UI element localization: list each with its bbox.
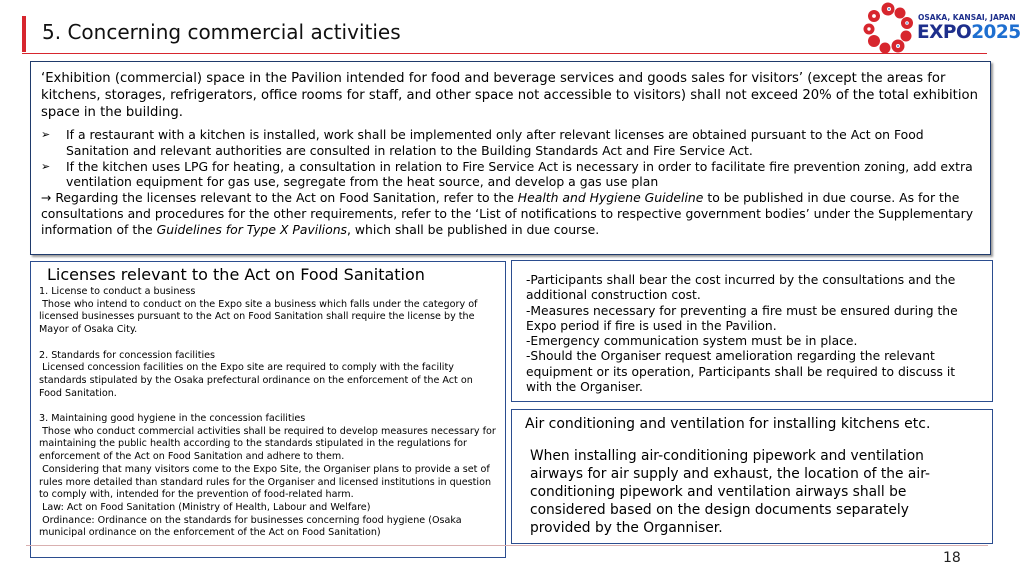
costs-box	[511, 260, 993, 402]
costs-line: -Measures necessary for preventing a fire must be ensured during the Expo period if fire is used in the Pavilion.	[526, 303, 958, 333]
note-text: to be published in due course. As for the consultations and procedures for the other requirements, refer to the ‘List of notifications to respective government bodies’ under the Supplementary information of the	[41, 190, 974, 238]
logo-caption: OSAKA, KANSAI, JAPAN	[918, 13, 1016, 22]
page-number: 18	[943, 550, 961, 566]
reference-note	[41, 190, 980, 238]
list-item	[41, 127, 980, 159]
title-divider	[22, 53, 987, 54]
commercial-space-intro: ‘Exhibition (commercial) space in the Pavilion intended for food and beverage services and goods sales for visitors’ (except the areas for kitchens, storages, refrigerators, office rooms for staff, and other space not accessible to visitors) shall not exceed 20% of the total exhibition space in the building.	[41, 71, 978, 120]
guideline-title-link: Health and Hygiene Guideline	[517, 190, 704, 206]
footer-divider	[26, 545, 988, 546]
title-accent-bar	[22, 16, 26, 52]
myaku-myaku-logo-icon	[862, 2, 914, 54]
guideline-title-link: Guidelines for Type X Pavilions	[156, 222, 348, 238]
list-item-text: If a restaurant with a kitchen is installed, work shall be implemented only after relevant licenses are obtained pursuant to the Act on Food Sanitation and relevant authorities are consulted in relation to the Building Standards Act and Fire Service Act.	[66, 127, 924, 158]
licenses-box	[30, 261, 506, 558]
aircon-heading: Air conditioning and ventilation for installing kitchens etc.	[525, 416, 931, 432]
arrow-bullet-icon: ➢	[41, 159, 51, 173]
costs-line: -Should the Organiser request amelioration regarding the relevant equipment or its operation, Participants shall be required to discuss it with the Organiser.	[526, 349, 956, 395]
costs-line: -Emergency communication system must be in place.	[526, 334, 858, 349]
requirements-list	[41, 127, 980, 190]
logo-wordmark	[917, 22, 1021, 43]
arrow-bullet-icon: ➢	[41, 128, 51, 141]
list-item-text: If the kitchen uses LPG for heating, a consultation in relation to Fire Service Act is necessary in order to facilitate fire prevention zoning, add extra ventilation equipment for gas use, segregate from the heat source, and develop a gas use plan	[66, 158, 973, 190]
logo-year: 2025	[971, 22, 1021, 43]
costs-line: -Participants shall bear the cost incurred by the consultations and the additional construction cost.	[526, 273, 956, 303]
aircon-box	[511, 409, 993, 544]
licenses-heading: Licenses relevant to the Act on Food Sanitation	[47, 265, 425, 284]
note-text: , which shall be published in due course.	[347, 222, 600, 238]
note-text: → Regarding the licenses relevant to the Act on Food Sanitation, refer to the	[41, 190, 518, 206]
expo-logo	[862, 2, 1021, 56]
commercial-space-box	[30, 61, 991, 255]
page-title: 5. Concerning commercial activities	[42, 20, 401, 44]
logo-word: EXPO	[917, 22, 972, 43]
licenses-body: 1. License to conduct a business Those who intend to conduct on the Expo site a business which falls under the category of licensed businesses pursuant to the Act on Food Sanitation shall require the license by the Mayor of Osaka City. 2. Standards for concession facilities Licensed concession facilities on the Expo site are required to comply with the facility standards stipulated by the Osaka prefectural ordinance on the enforcement of the Act on Food Sanitation. 3. Maintaining good hygiene in the concession facilities Those who conduct commercial activities shall be required to develop measures necessary for maintaining the public health according to the standards stipulated in the regulations for enforcement of the Act on Food Sanitation and adhere to them. Considering that many visitors come to the Expo Site, the Organiser plans to provide a set of rules more detailed than standard rules for the Organiser and licensed institutions in question to comply with, intended for the prevention of food-related harm. Law: Act on Food Sanitation (Ministry of Health, Labour and Welfare) Ordinance: Ordinance on the standards for businesses concerning food hygiene (Osaka municipal ordinance on the enforcement of the Act on Food Sanitation)	[39, 286, 496, 539]
aircon-body: When installing air-conditioning pipework and ventilation airways for air supply and exhaust, the location of the air-conditioning pipework and ventilation airways shall be considered based on the design documents separately provided by the Organniser.	[530, 448, 930, 536]
list-item	[41, 159, 980, 191]
